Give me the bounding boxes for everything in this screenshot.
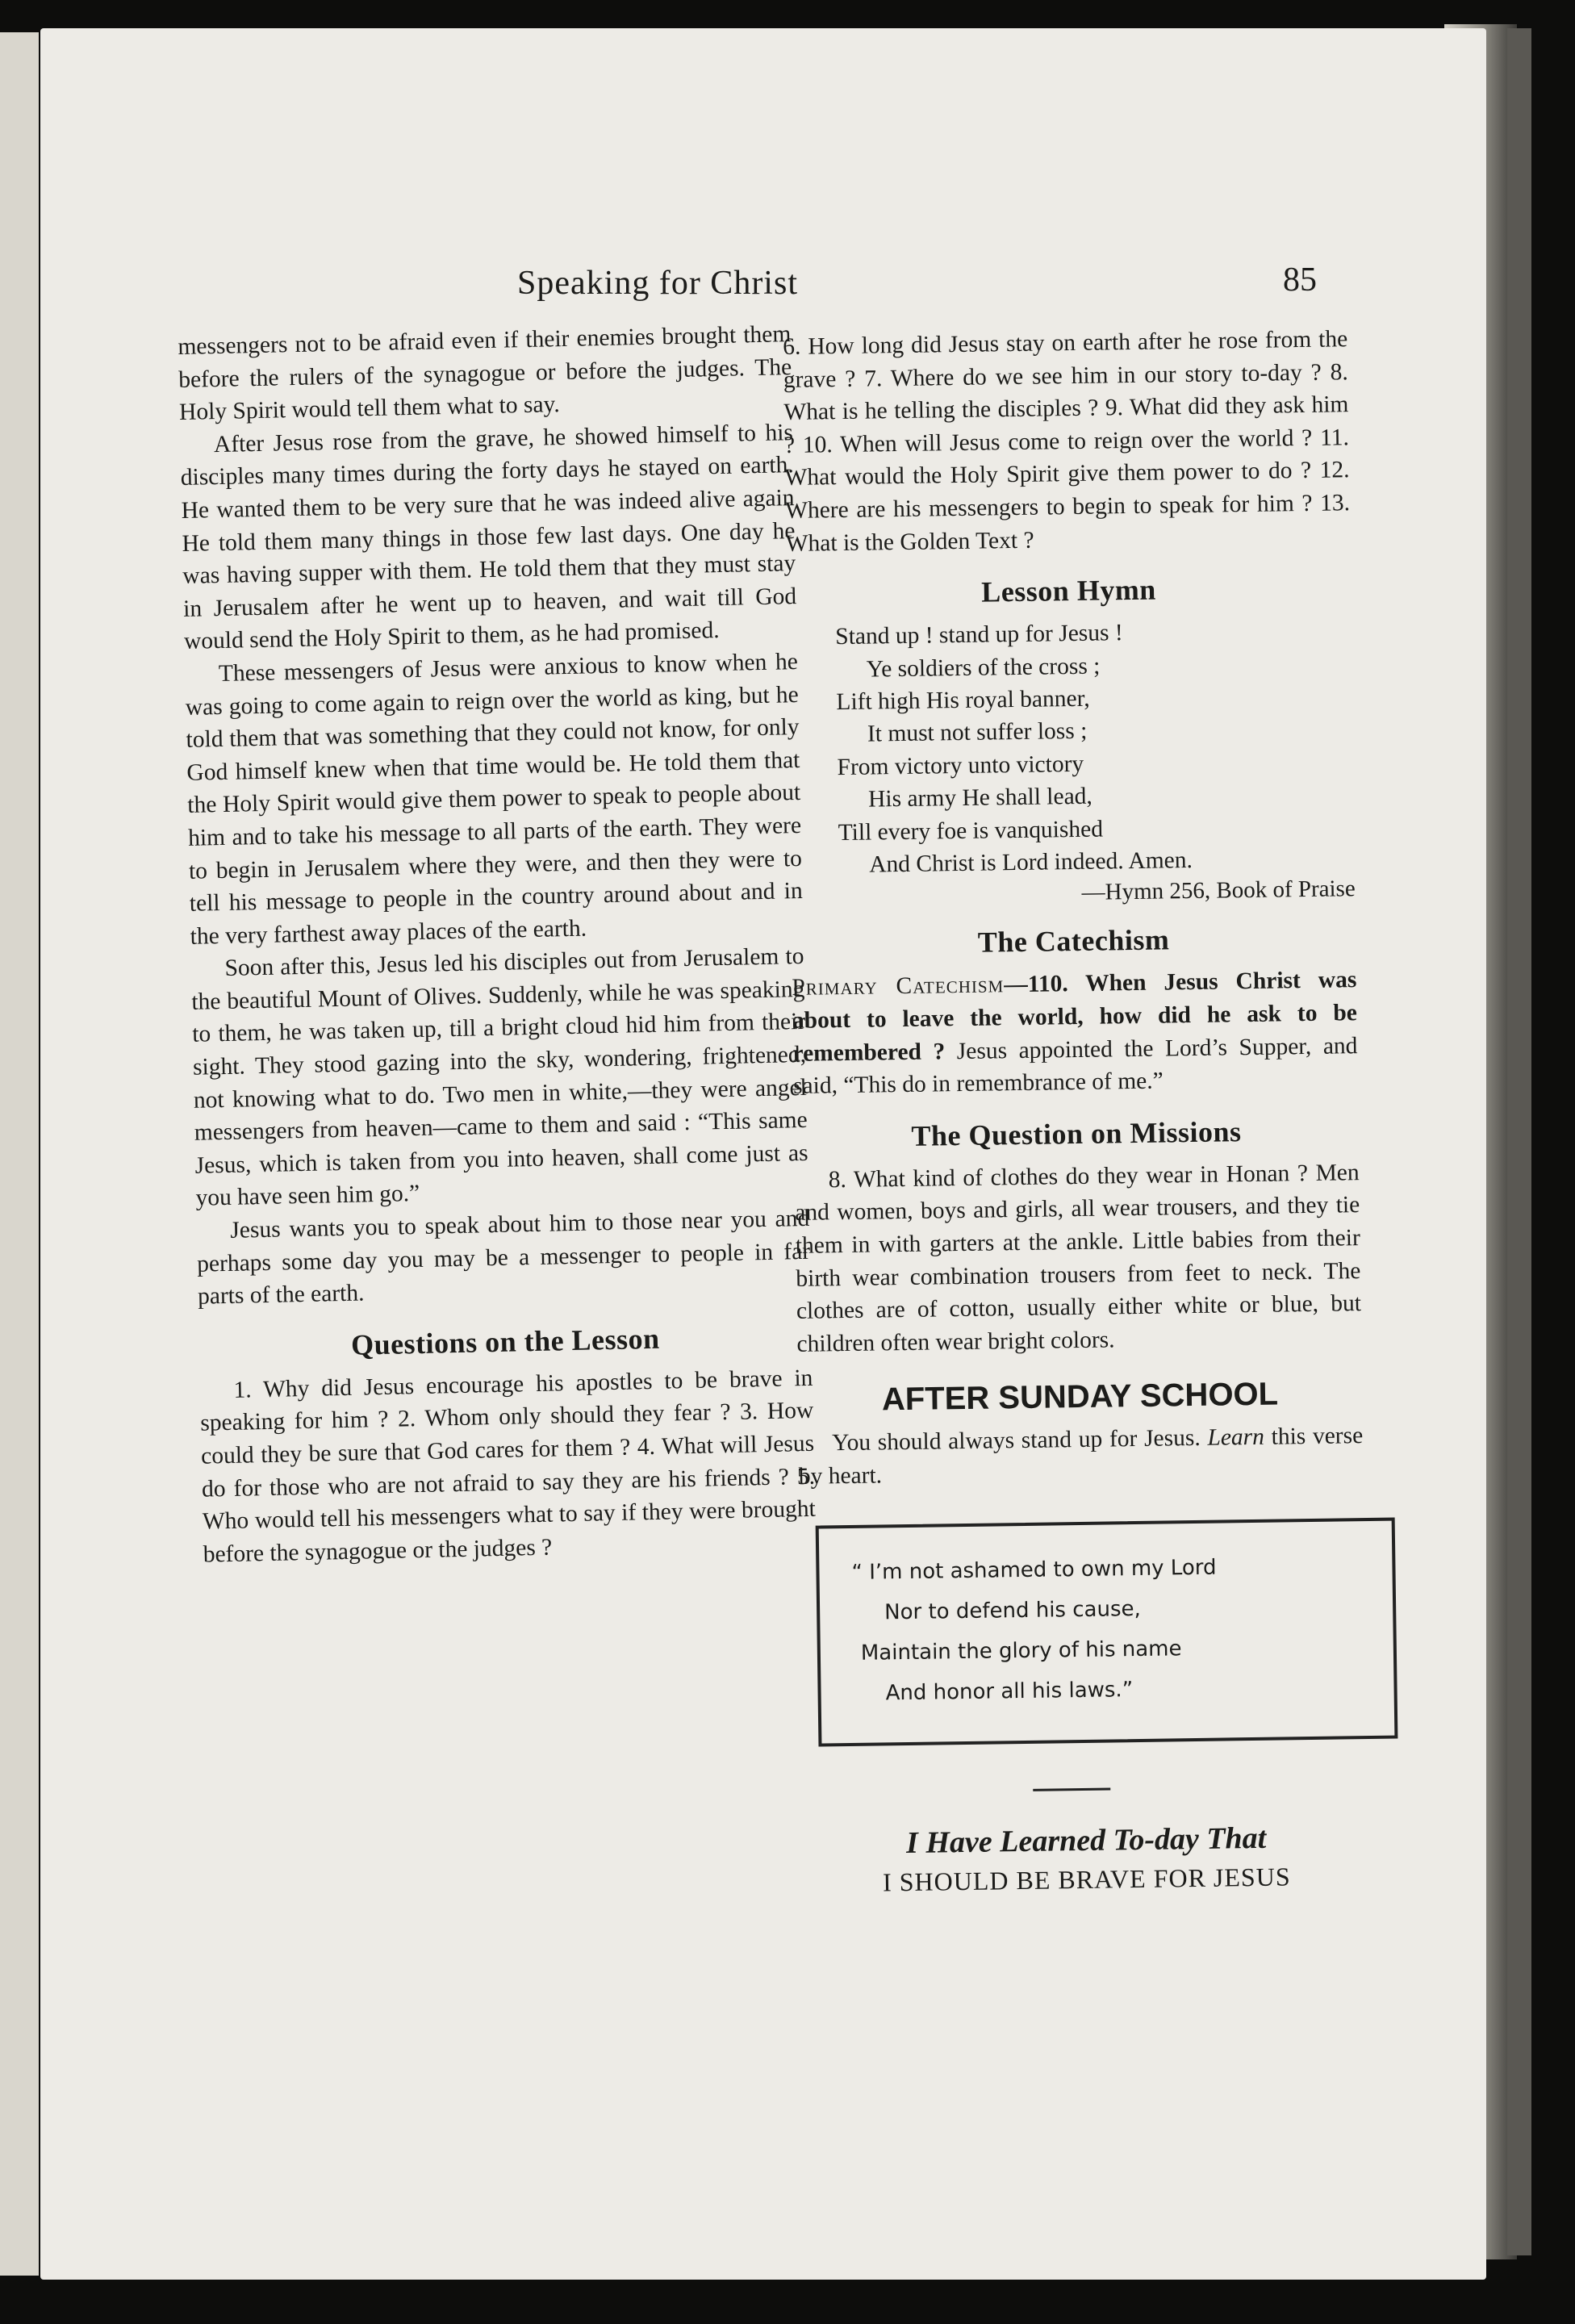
questions-continued: 6. How long did Jesus stay on earth after he rose from the grave ? 7. Where do we see him in our story to-day ? 8. What is he telling the disciples ? 9. What did they ask him ? 10. When will Jesus come to reign over the world ? 11. What would the Holy Spirit give them power to do ? 12. Where are his messengers to begin to speak for him ? 13. What is the Golden Text ? — [783, 326, 1351, 557]
body-paragraph: messengers not to be afraid even if their enemies brought them before the rulers of the synagogue or before the judges. The Holy Spirit would tell them what to say. — [178, 321, 792, 426]
catechism-label: Primary Catechism — [792, 972, 1005, 1001]
hymn-line: Till every foe is vanquished — [838, 816, 1104, 846]
hymn-line: His army He shall lead, — [867, 783, 1093, 813]
after-text-1: You should always stand up for Jesus. — [832, 1425, 1201, 1457]
hymn-line: Ye soldiers of the cross ; — [866, 653, 1101, 683]
body-paragraph: Jesus wants you to speak about him to those near you and perhaps some day you may be a messenger to people in far parts of the earth. — [196, 1205, 811, 1310]
verse-line: “ I’m not ashamed to own my Lord — [851, 1555, 1217, 1585]
hymn-line: Lift high His royal banner, — [836, 685, 1090, 716]
left-column — [178, 318, 817, 1571]
hymn-verse — [835, 613, 1355, 881]
book-page — [40, 28, 1486, 2280]
catechism-text — [792, 964, 1358, 1103]
right-column — [783, 323, 1369, 1898]
divider-rule — [1033, 1787, 1110, 1791]
catechism-question: —110. When Jesus Christ was about to leave the world, how did he ask to be remembered ? — [792, 967, 1358, 1067]
body-paragraph: Soon after this, Jesus led his disciples out from Jerusalem to the beautiful Mount of Olives. Suddenly, while he was speaking to them, he was taken up, till a bright cloud hid him from their sight. They stood gazing into the sky, wondering, frightened, not knowing what to do. Two men in white,—they were angel messengers from heaven—came to them and said : “This same Jesus, which is taken from you into heaven, shall come just as you have seen him go.” — [191, 943, 808, 1212]
missions-text: 8. What kind of clothes do they wear in Honan ? Men and women, boys and girls, all wear trousers, and they tie them in with garters at the ankle. Little babies from their birth wear combination trousers from feet to neck. The clothes are of cotton, usually either white or blue, but children often wear bright colors. — [795, 1159, 1362, 1357]
learn-word: Learn — [1207, 1424, 1265, 1452]
learned-heading: I Have Learned To-day That — [905, 1820, 1267, 1860]
catechism-answer: Jesus appointed the Lord’s Supper, and said, “This do in remembrance of me.” — [792, 1032, 1358, 1100]
after-sunday-school-heading: AFTER SUNDAY SCHOOL — [881, 1376, 1279, 1418]
running-head: Speaking for Christ — [517, 265, 798, 302]
book-edge — [1507, 28, 1531, 2255]
body-paragraph: After Jesus rose from the grave, he showed himself to his disciples many times during the forty days he stayed on earth. He wanted them to be very sure that he was indeed alive again He told them many things in those few last days. One day he was having supper with them. He told them that they must stay in Jerusalem after he went up to heaven, and wait till God would send the Holy Spirit to them, as he had promised. — [180, 419, 797, 655]
hymn-line: From victory unto victory — [837, 750, 1084, 780]
hymn-line: And Christ is Lord indeed. Amen. — [869, 846, 1193, 878]
learned-text: I SHOULD BE BRAVE FOR JESUS — [882, 1861, 1291, 1896]
verse-line: And honor all his laws.” — [885, 1677, 1134, 1705]
verse-line: Nor to defend his cause, — [884, 1596, 1141, 1624]
questions-text: 1. Why did Jesus encourage his apostles to be brave in speaking for him ? 2. Whom only should they fear ? 3. How could they be sure that God cares for them ? 4. What will Jesus do for those who are not afraid to say they are his friends ? 5. Who would tell his messengers what to say if they were brought before the synagogue or the judges ? — [200, 1365, 817, 1568]
after-text-2: this verse by heart. — [798, 1423, 1364, 1490]
hymn-heading: Lesson Hymn — [980, 573, 1157, 608]
memory-verse-box — [816, 1517, 1398, 1746]
questions-heading: Questions on the Lesson — [350, 1322, 660, 1361]
missions-heading: The Question on Missions — [911, 1114, 1242, 1152]
page-number: 85 — [1283, 261, 1317, 299]
adjacent-page-edge — [0, 32, 39, 2276]
catechism-heading: The Catechism — [977, 923, 1170, 959]
hymn-source: —Hymn 256, Book of Praise — [1081, 876, 1356, 906]
verse-line: Maintain the glory of his name — [860, 1636, 1182, 1666]
body-paragraph: These messengers of Jesus were anxious to know when he was going to come again to reign over the world as king, but he told them that was something that they could not know, for only God himself knew when that time would be. He told them that the Holy Spirit would give them power to speak to people about him and to take his message to all parts of the earth. They were to begin in Jerusalem where they were, and then they were to tell his message to people in the country around about and in the very farthest away places of the earth. — [185, 648, 804, 950]
hymn-line: Stand up ! stand up for Jesus ! — [835, 620, 1123, 650]
after-sunday-school-text — [798, 1419, 1364, 1493]
hymn-line: It must not suffer loss ; — [867, 718, 1088, 747]
